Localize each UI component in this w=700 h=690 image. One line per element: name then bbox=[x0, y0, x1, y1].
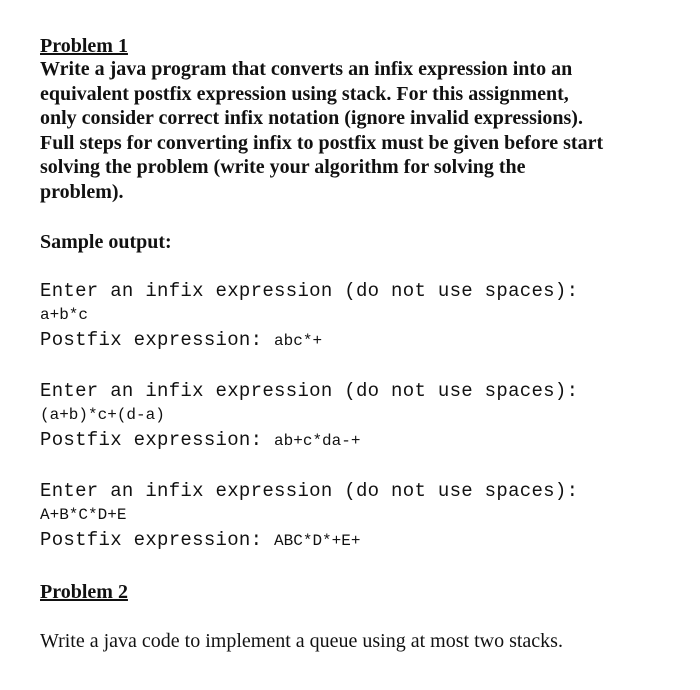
statement-line: Write a java program that converts an infix expression into an bbox=[40, 58, 573, 80]
sample-result-value: abc*+ bbox=[274, 332, 323, 350]
statement-line: only consider correct infix notation (ignore invalid expressions). bbox=[40, 107, 583, 130]
sample-prompt: Enter an infix expression (do not use spaces): bbox=[40, 280, 579, 302]
sample-result-label: Postfix expression: bbox=[40, 529, 263, 551]
statement-line: equivalent postfix expression using stack. For this assignment, bbox=[40, 82, 569, 105]
sample-output-label: Sample output: bbox=[40, 231, 172, 253]
sample-prompt: Enter an infix expression (do not use spaces): bbox=[40, 380, 579, 402]
sample-input: (a+b)*c+(d-a) bbox=[40, 406, 165, 424]
sample-result bbox=[40, 427, 680, 454]
problem-1-heading: Problem 1 bbox=[40, 35, 128, 57]
sample-result-label: Postfix expression: bbox=[40, 429, 263, 451]
statement-line: problem). bbox=[40, 180, 124, 203]
sample-output-block bbox=[40, 479, 680, 554]
sample-result bbox=[40, 327, 680, 354]
statement-line: solving the problem (write your algorithm for solving the bbox=[40, 156, 526, 179]
problem-2-statement: Write a java code to implement a queue using at most two stacks. bbox=[40, 630, 563, 652]
sample-result bbox=[40, 527, 680, 554]
sample-output-block bbox=[40, 279, 680, 354]
problem-2-heading: Problem 2 bbox=[40, 581, 128, 603]
sample-prompt: Enter an infix expression (do not use spaces): bbox=[40, 480, 579, 502]
sample-output-block bbox=[40, 379, 680, 454]
sample-result-value: ABC*D*+E+ bbox=[274, 532, 361, 550]
problem-1-statement bbox=[40, 57, 680, 205]
sample-input: A+B*C*D+E bbox=[40, 506, 127, 524]
sample-result-value: ab+c*da-+ bbox=[274, 432, 361, 450]
sample-input: a+b*c bbox=[40, 306, 89, 324]
sample-result-label: Postfix expression: bbox=[40, 329, 263, 351]
statement-line: Full steps for converting infix to postfix must be given before start bbox=[40, 131, 604, 154]
